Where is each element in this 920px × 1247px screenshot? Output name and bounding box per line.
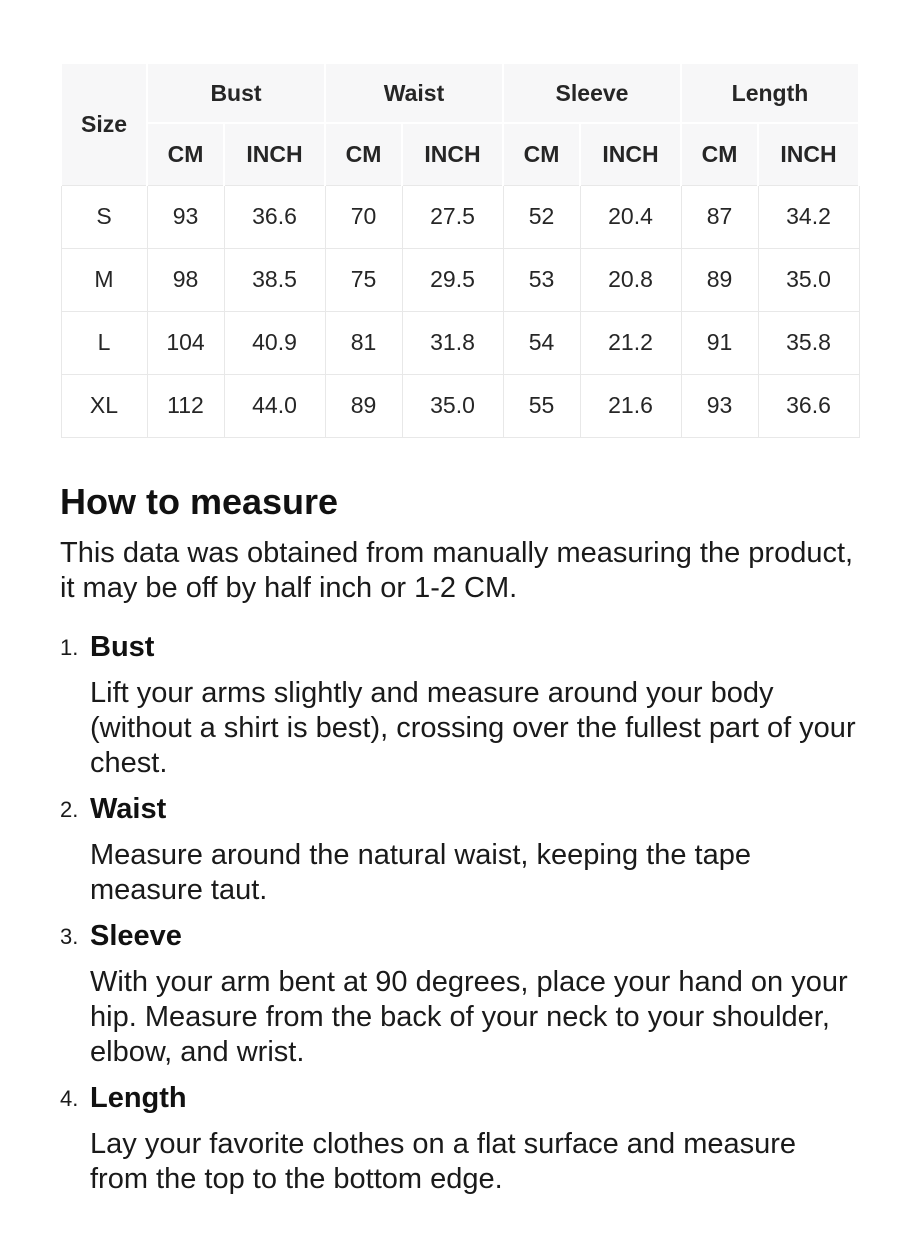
step-description: Measure around the natural waist, keeping the tape measure taut. <box>90 838 751 906</box>
step-number: 2. <box>60 796 79 822</box>
unit-header-bust-inch: INCH <box>224 123 325 185</box>
measurement-cell: 38.5 <box>224 248 325 311</box>
column-group-waist: Waist <box>325 63 503 123</box>
table-row-m <box>61 248 859 311</box>
step-term: Length <box>90 1081 187 1114</box>
measurement-cell: 52 <box>503 185 580 248</box>
table-group-header-row <box>61 63 859 123</box>
measurement-cell: 34.2 <box>758 185 859 248</box>
measurement-cell: 112 <box>147 374 224 437</box>
unit-header-waist-cm: CM <box>325 123 402 185</box>
size-cell: S <box>61 185 147 248</box>
measurement-cell: 36.6 <box>224 185 325 248</box>
measurement-cell: 93 <box>681 374 758 437</box>
size-cell: XL <box>61 374 147 437</box>
unit-header-length-inch: INCH <box>758 123 859 185</box>
measurement-cell: 21.2 <box>580 311 681 374</box>
step-term: Bust <box>90 630 155 663</box>
measurement-cell: 55 <box>503 374 580 437</box>
size-cell: L <box>61 311 147 374</box>
size-cell: M <box>61 248 147 311</box>
measurement-cell: 104 <box>147 311 224 374</box>
measurement-cell: 75 <box>325 248 402 311</box>
measurement-cell: 31.8 <box>402 311 503 374</box>
measurement-cell: 20.4 <box>580 185 681 248</box>
measurement-cell: 20.8 <box>580 248 681 311</box>
step-term: Sleeve <box>90 919 182 952</box>
table-unit-header-row <box>61 123 859 185</box>
step-number: 4. <box>60 1085 79 1111</box>
measure-steps-list <box>60 630 858 1197</box>
step-number: 3. <box>60 923 79 949</box>
unit-header-bust-cm: CM <box>147 123 224 185</box>
measurement-cell: 98 <box>147 248 224 311</box>
measure-step-waist <box>60 792 858 908</box>
table-row-l <box>61 311 859 374</box>
measurement-cell: 53 <box>503 248 580 311</box>
unit-header-waist-inch: INCH <box>402 123 503 185</box>
measure-intro-text: This data was obtained from manually measuring the product, it may be off by half inch or 1-2 CM. <box>60 536 854 604</box>
size-chart-table <box>60 62 860 438</box>
measurement-cell: 35.0 <box>758 248 859 311</box>
measure-step-sleeve <box>60 919 858 1070</box>
step-number: 1. <box>60 634 79 660</box>
step-term: Waist <box>90 792 167 825</box>
table-row-s <box>61 185 859 248</box>
step-description: Lift your arms slightly and measure around your body (without a shirt is best), crossing over the fullest part of your chest. <box>90 676 856 779</box>
column-group-bust: Bust <box>147 63 325 123</box>
measurement-cell: 35.0 <box>402 374 503 437</box>
unit-header-sleeve-inch: INCH <box>580 123 681 185</box>
step-description: Lay your favorite clothes on a flat surface and measure from the top to the bottom edge. <box>90 1127 797 1195</box>
column-group-length: Length <box>681 63 859 123</box>
measurement-cell: 81 <box>325 311 402 374</box>
table-row-xl <box>61 374 859 437</box>
measurement-cell: 29.5 <box>402 248 503 311</box>
measurement-cell: 91 <box>681 311 758 374</box>
unit-header-sleeve-cm: CM <box>503 123 580 185</box>
step-description: With your arm bent at 90 degrees, place your hand on your hip. Measure from the back of your neck to your shoulder, elbow, and wrist. <box>90 965 848 1068</box>
measurement-cell: 89 <box>681 248 758 311</box>
measurement-cell: 36.6 <box>758 374 859 437</box>
column-header-size: Size <box>61 63 147 185</box>
measurement-cell: 70 <box>325 185 402 248</box>
measurement-cell: 27.5 <box>402 185 503 248</box>
column-group-sleeve: Sleeve <box>503 63 681 123</box>
measurement-cell: 54 <box>503 311 580 374</box>
measure-step-bust <box>60 630 858 781</box>
measurement-cell: 40.9 <box>224 311 325 374</box>
measure-step-length <box>60 1081 858 1197</box>
unit-header-length-cm: CM <box>681 123 758 185</box>
how-to-measure-heading: How to measure <box>60 480 339 522</box>
measurement-cell: 35.8 <box>758 311 859 374</box>
measurement-cell: 44.0 <box>224 374 325 437</box>
measurement-cell: 93 <box>147 185 224 248</box>
measurement-cell: 21.6 <box>580 374 681 437</box>
measurement-cell: 89 <box>325 374 402 437</box>
measurement-cell: 87 <box>681 185 758 248</box>
